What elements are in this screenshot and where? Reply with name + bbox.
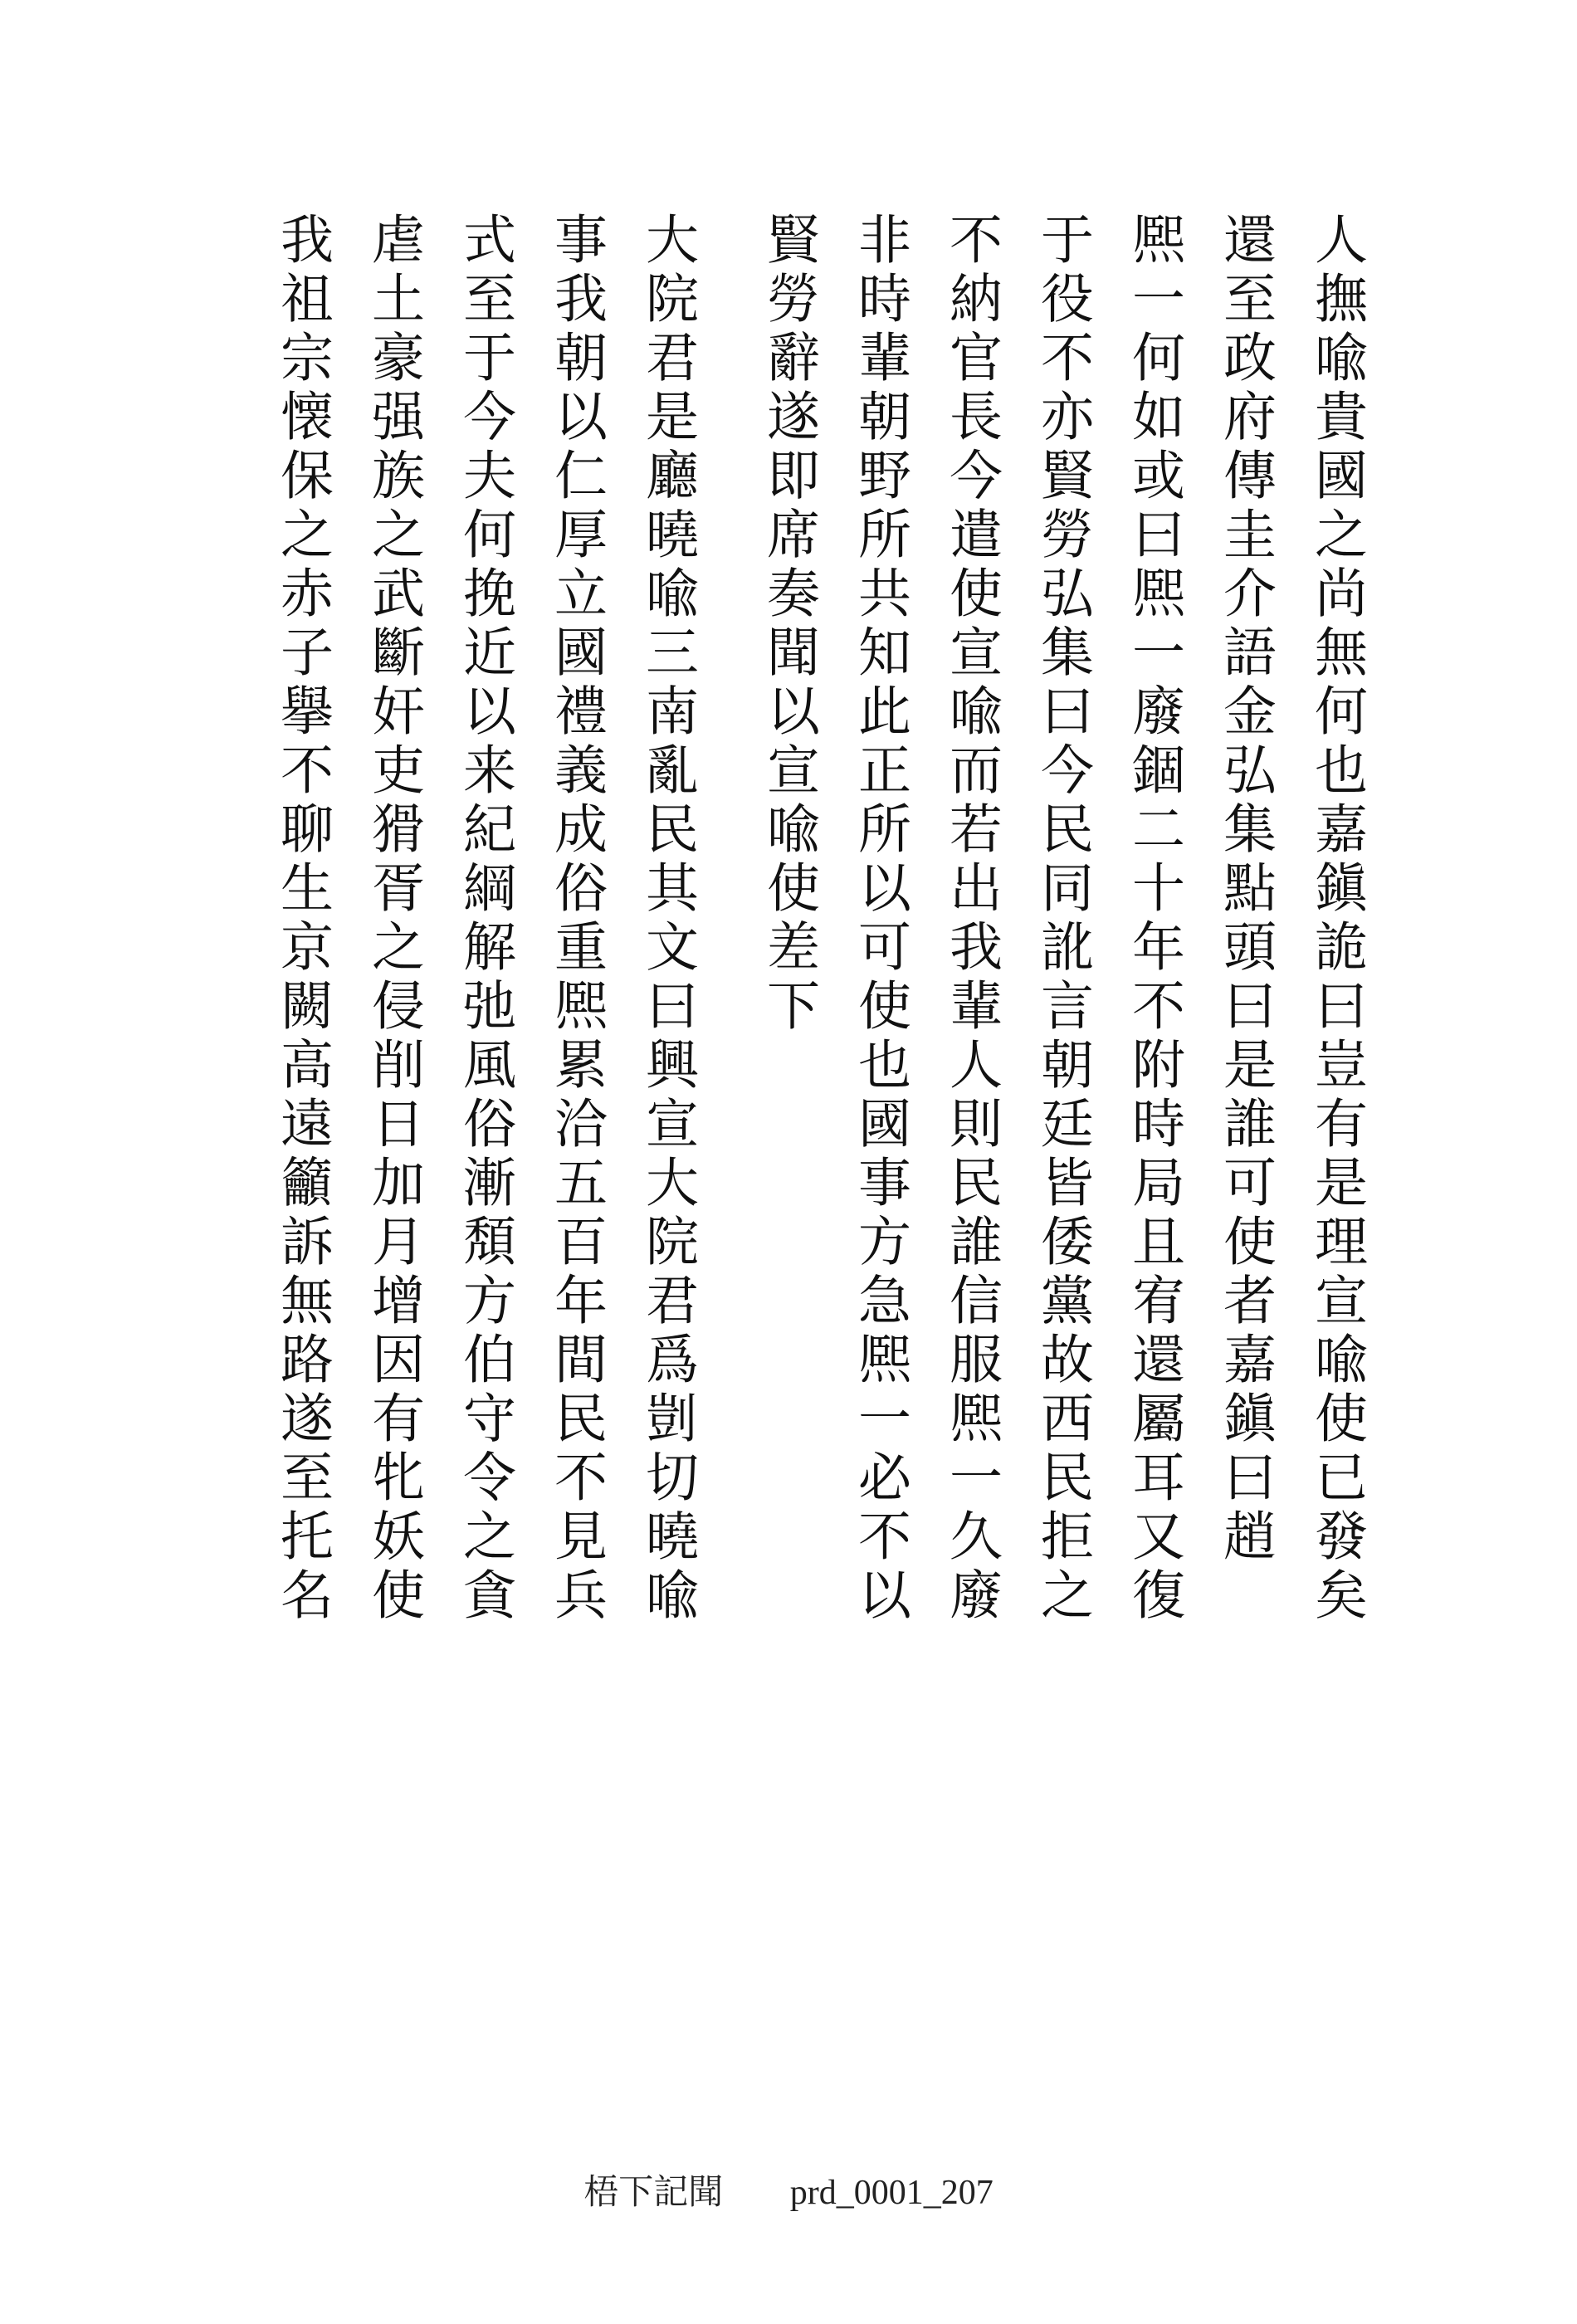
text-column: 式至于今夫何挽近以来紀綱解弛風俗漸頽方伯守令之貪 xyxy=(454,212,515,1626)
text-column: 還至政府傳圭介語金弘集點頭曰是誰可使者嘉鎭曰趙 xyxy=(1214,212,1276,1567)
text-column: 虐土豪强族之武斷奸吏猾胥之侵削日加月增因有牝妖使 xyxy=(363,212,424,1626)
page-footer xyxy=(0,2165,1577,2214)
text-column: 非時輩朝野所共知此正所以可使也國事方急熈一必不以 xyxy=(849,212,911,1626)
vertical-text-block xyxy=(269,212,1370,1789)
page-identifier: prd_0001_207 xyxy=(789,2174,994,2212)
text-column: 熈一何如或曰熈一廢錮二十年不附時局且宥還屬耳又復 xyxy=(1123,212,1184,1626)
book-title: 梧下記聞 xyxy=(583,2174,724,2212)
text-column: 人撫喩貴國之尚無何也嘉鎭詭曰豈有是理宣喩使已發矣 xyxy=(1306,212,1367,1626)
text-column: 不納官長今遣使宣喩而若出我輩人則民誰信服熈一久廢 xyxy=(940,212,1002,1626)
text-column: 我祖宗懐保之赤子擧不聊生京闕高遠籲訴無路遂至托名 xyxy=(271,212,333,1626)
text-column: 事我朝以仁厚立國禮義成俗重熈累洽五百年間民不見兵 xyxy=(545,212,607,1626)
text-column: 賢勞辭遂即席奏聞以宣喩使差下 xyxy=(758,212,819,1037)
text-column: 大院君是廳曉喩三南亂民其文曰興宣大院君爲剴切曉喩 xyxy=(637,212,698,1626)
text-column: 于役不亦賢勞弘集曰今民同訛言朝廷皆倭黨故西民拒之 xyxy=(1032,212,1093,1626)
